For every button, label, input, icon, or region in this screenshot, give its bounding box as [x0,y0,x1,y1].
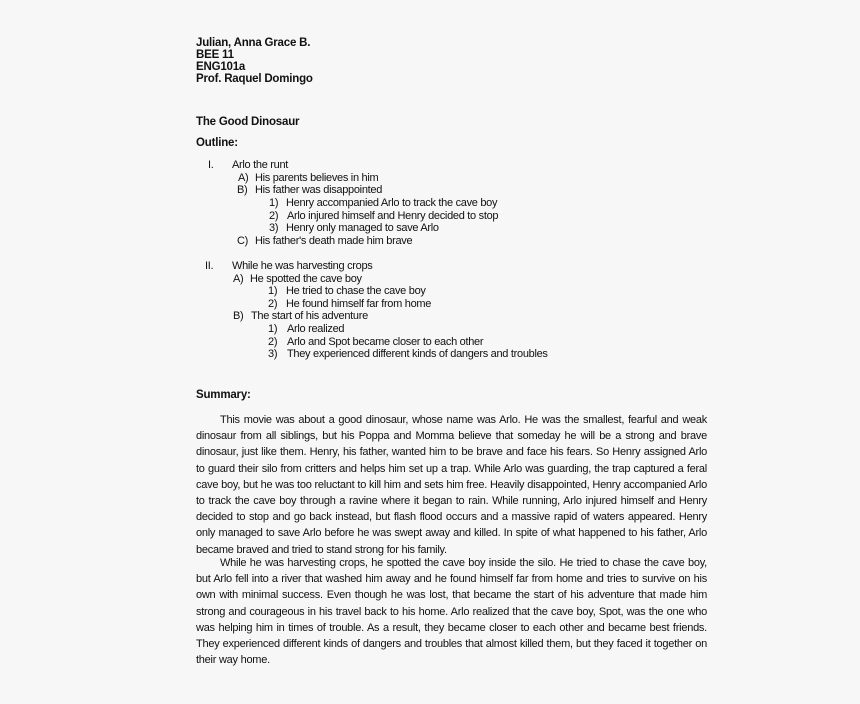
outline-marker: 1) [268,285,278,297]
student-name: Julian, Anna Grace B. [196,37,311,49]
outline-item: Arlo the runt [232,159,289,171]
summary-paragraph-1 [196,412,707,558]
outline-marker: 2) [269,210,279,222]
paragraph-text: This movie was about a good dinosaur, whose name was Arlo. He was the smallest, fearful and weak dinosaur from all siblings, but his Poppa and Momma believe that someday he will be a strong and brave dinosaur, just like them. Henry, his father, wanted him to be brave and face his fears. So Henry assigned Arlo to guard their silo from critters and helps him set up a trap. While Arlo was guarding, the trap captured a feral cave boy, but he was too reluctant to kill him and sets him free. Heavily disappointed, Henry accompanied Arlo to track the cave boy through a ravine where it began to rain. While running, Arlo injured himself and Henry decided to stop and go back instead, but flash flood occurs and a massive rapid of waters appeared. Henry only managed to save Arlo before he was swept away and killed. In spite of what happened to his father, Arlo became braved and tried to stand strong for his family. [196,414,707,556]
outline-point: Henry accompanied Arlo to track the cave boy [286,197,498,209]
outline-heading: Outline: [196,137,238,149]
outline-marker: I. [208,159,214,171]
summary-paragraph-2 [196,555,707,668]
outline-marker: B) [233,310,244,322]
outline-point: Henry only managed to save Arlo [286,222,439,234]
outline-marker: C) [237,235,249,247]
outline-subitem: His father was disappointed [255,184,383,196]
outline-marker: 2) [268,336,278,348]
outline-point: Arlo injured himself and Henry decided to stop [287,210,499,222]
outline-marker: A) [238,172,249,184]
outline-subitem: He spotted the cave boy [250,273,362,285]
outline-point: He tried to chase the cave boy [286,285,426,297]
outline-subitem: His parents believes in him [255,172,379,184]
professor-name: Prof. Raquel Domingo [196,73,313,85]
student-section: BEE 11 [196,49,234,61]
outline-marker: 1) [268,323,278,335]
paragraph-text: While he was harvesting crops, he spotted the cave boy inside the silo. He tried to chase the cave boy, but Arlo fell into a river that washed him away and he found himself far from home and tries to survive on his own with minimal success. Even though he was lost, that became the start of his adventure that made him strong and courageous in his travel back to his home. Arlo realized that the cave boy, Spot, was the one who was helping him in times of trouble. As a result, they became closer to each other and became best friends. They experienced different kinds of dangers and troubles that almost killed them, but they faced it together on their way home. [196,557,707,667]
outline-point: He found himself far from home [286,298,432,310]
outline-point: Arlo and Spot became closer to each other [287,336,484,348]
outline-subitem: His father's death made him brave [255,235,413,247]
outline-marker: 1) [269,197,279,209]
document-title: The Good Dinosaur [196,116,300,128]
outline-marker: II. [205,260,214,272]
outline-item: While he was harvesting crops [232,260,373,272]
summary-heading: Summary: [196,389,251,401]
outline-marker: B) [237,184,248,196]
outline-marker: 2) [268,298,278,310]
outline-marker: 3) [269,222,279,234]
outline-point: They experienced different kinds of dangers and troubles [287,348,548,360]
outline-point: Arlo realized [287,323,345,335]
course-code: ENG101a [196,61,246,73]
outline-marker: 3) [268,348,278,360]
outline-marker: A) [233,273,244,285]
outline-subitem: The start of his adventure [251,310,368,322]
